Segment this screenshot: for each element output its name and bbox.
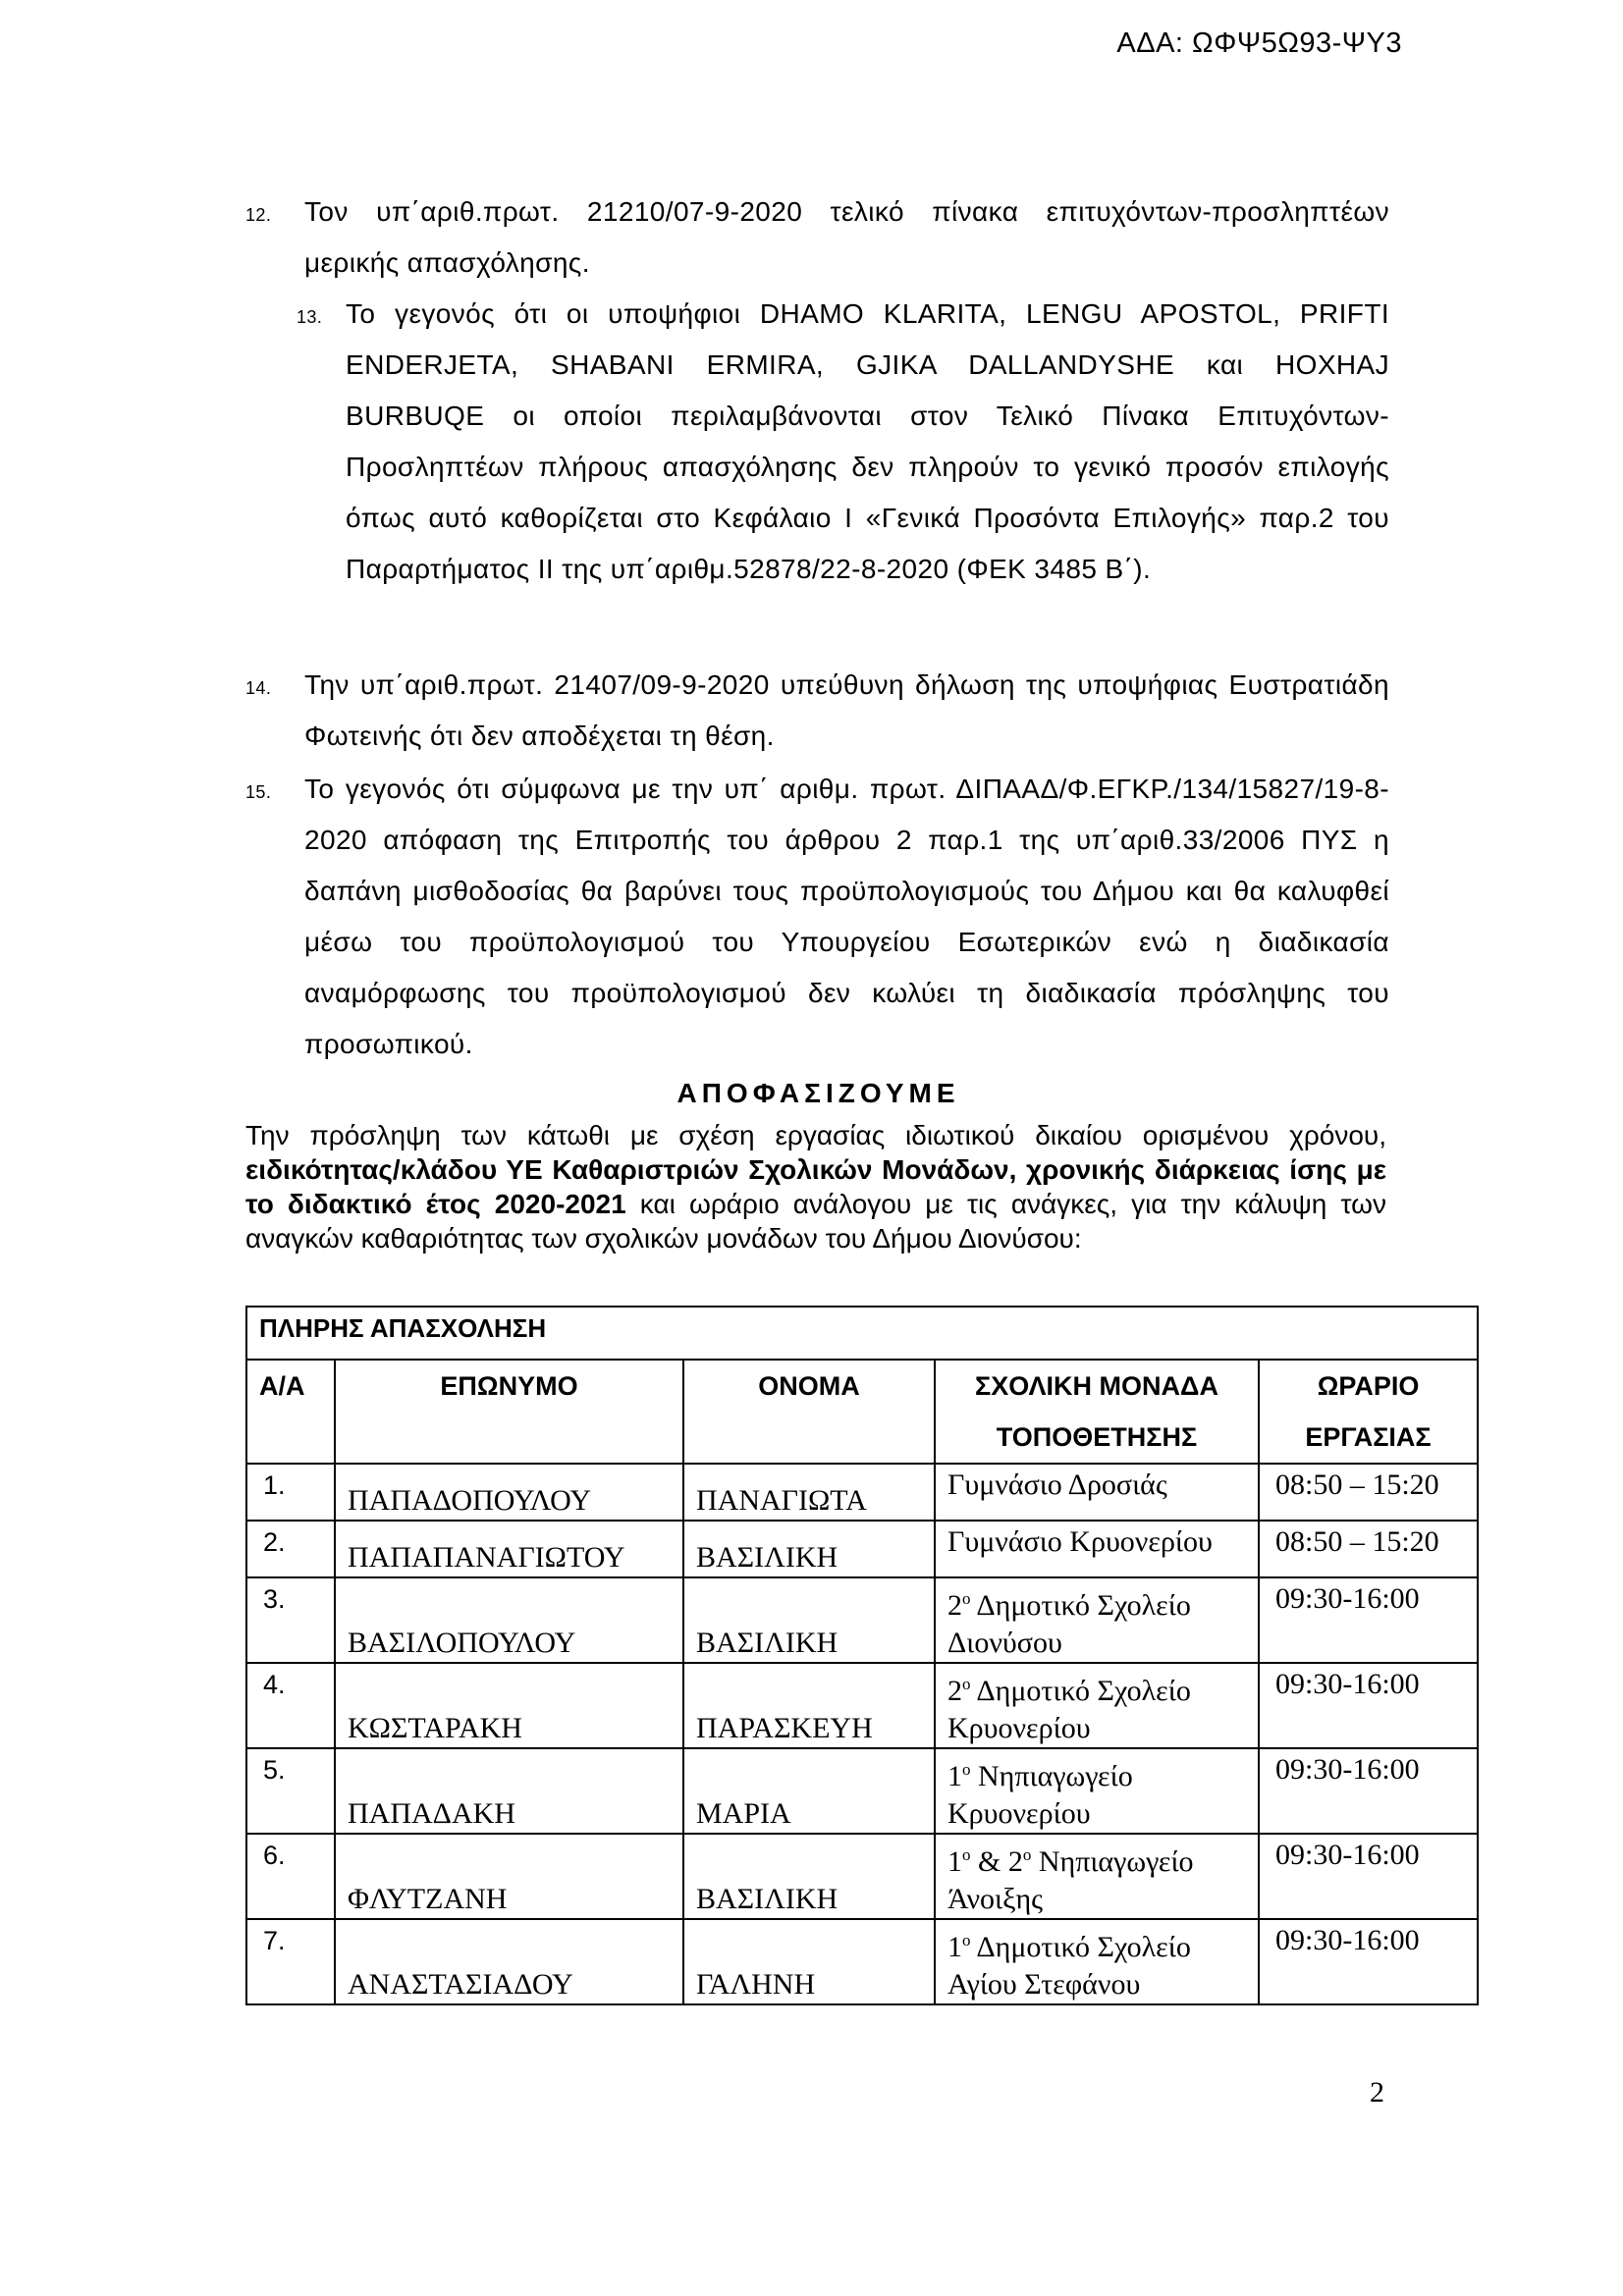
- cell-name: ΒΑΣΙΛΙΚΗ: [683, 1834, 935, 1919]
- cell-hours: 08:50 – 15:20: [1259, 1521, 1478, 1577]
- table-section-title: ΠΛΗΡΗΣ ΑΠΑΣΧΟΛΗΣΗ: [246, 1307, 1478, 1360]
- cell-name: ΠΑΝΑΓΙΩΤΑ: [683, 1464, 935, 1521]
- cell-school: $1^o$ Δημοτικό Σχολείο Αγίου Στεφάνου: [935, 1919, 1259, 2004]
- staff-table: [245, 1306, 1479, 2005]
- cell-aa: 4.: [246, 1663, 335, 1748]
- cell-hours: 09:30-16:00: [1259, 1919, 1478, 2004]
- list-item: [245, 187, 1389, 289]
- table-row: [246, 1748, 1478, 1834]
- item-number: 14.: [245, 678, 272, 698]
- cell-hours: 09:30-16:00: [1259, 1663, 1478, 1748]
- header-hours: ΩΡΑΡΙΟ ΕΡΓΑΣΙΑΣ: [1259, 1360, 1478, 1464]
- table-row: [246, 1919, 1478, 2004]
- cell-aa: 2.: [246, 1521, 335, 1577]
- header-school: ΣΧΟΛΙΚΗ ΜΟΝΑΔΑ ΤΟΠΟΘΕΤΗΣΗΣ: [935, 1360, 1259, 1464]
- decision-paragraph: Την πρόσληψη των κάτωθι με σχέση εργασίας ιδιωτικού δικαίου ορισμένου χρόνου, ειδικότητας/κλάδου ΥΕ Καθαριστριών Σχολικών Μονάδων, χρονικής διάρκειας ίσης με το διδακτικό έτος 2020-2021 και ωράριο ανάλογου με τις ανάγκες, για την κάλυψη των αναγκών καθαριότητας των σχολικών μονάδων του Δήμου Διονύσου:: [245, 1120, 1387, 1254]
- cell-surname: ΒΑΣΙΛΟΠΟΥΛΟΥ: [335, 1577, 683, 1663]
- cell-aa: 7.: [246, 1919, 335, 2004]
- cell-aa: 6.: [246, 1834, 335, 1919]
- cell-hours: 09:30-16:00: [1259, 1748, 1478, 1834]
- item-number: 13.: [297, 307, 323, 327]
- list-item: [297, 289, 1389, 595]
- table-header-row: [246, 1360, 1478, 1464]
- header-name: ΟΝΟΜΑ: [683, 1360, 935, 1464]
- ada-code: ΑΔΑ: ΩΦΨ5Ω93-ΨΥ3: [1116, 27, 1402, 59]
- item-number: 15.: [245, 782, 272, 802]
- cell-surname: ΠΑΠΑΔΑΚΗ: [335, 1748, 683, 1834]
- cell-school: $2^o$ Δημοτικό Σχολείο Διονύσου: [935, 1577, 1259, 1663]
- page-number: 2: [1370, 2076, 1384, 2109]
- cell-surname: ΑΝΑΣΤΑΣΙΑΔΟΥ: [335, 1919, 683, 2004]
- item-text: Την υπ΄αριθ.πρωτ. 21407/09-9-2020 υπεύθυνη δήλωση της υποψήφιας Ευστρατιάδη Φωτεινής ότι δεν αποδέχεται τη θέση.: [304, 669, 1389, 751]
- table-row: [246, 1464, 1478, 1521]
- cell-school: Γυμνάσιο Δροσιάς: [935, 1464, 1259, 1521]
- item-text: Τον υπ΄αριθ.πρωτ. 21210/07-9-2020 τελικό πίνακα επιτυχόντων-προσληπτέων μερικής απασχόλησης.: [304, 196, 1389, 278]
- cell-hours: 08:50 – 15:20: [1259, 1464, 1478, 1521]
- cell-school: $2^o$ Δημοτικό Σχολείο Κρυονερίου: [935, 1663, 1259, 1748]
- header-aa: Α/Α: [246, 1360, 335, 1464]
- item-number: 12.: [245, 205, 272, 225]
- cell-name: ΠΑΡΑΣΚΕΥΗ: [683, 1663, 935, 1748]
- item-text: Το γεγονός ότι οι υποψήφιοι DHAMO KLARITA, LENGU APOSTOL, PRIFTI ENDERJETA, SHABANI ERMIRA, GJIKA DALLANDYSHE και HOXHAJ BURBUQE οι οποίοι περιλαμβάνονται στον Τελικό Πίνακα Επιτυχόντων-Προσληπτέων πλήρους απασχόλησης δεν πληρούν το γενικό προσόν επιλογής όπως αυτό καθορίζεται στο Κεφάλαιο Ι «Γενικά Προσόντα Επιλογής» παρ.2 του Παραρτήματος ΙΙ της υπ΄αριθμ.52878/22-8-2020 (ΦΕΚ 3485 Β΄).: [346, 298, 1389, 584]
- cell-name: ΒΑΣΙΛΙΚΗ: [683, 1521, 935, 1577]
- table-row: [246, 1577, 1478, 1663]
- cell-surname: ΦΛΥΤΖΑΝΗ: [335, 1834, 683, 1919]
- cell-school: Γυμνάσιο Κρυονερίου: [935, 1521, 1259, 1577]
- item-text: Το γεγονός ότι σύμφωνα με την υπ΄ αριθμ. πρωτ. ΔΙΠΑΑΔ/Φ.ΕΓΚΡ./134/15827/19-8-2020 απόφαση της Επιτροπής του άρθρου 2 παρ.1 της υπ΄αριθ.33/2006 ΠΥΣ η δαπάνη μισθοδοσίας θα βαρύνει τους προϋπολογισμούς του Δήμου και θα καλυφθεί μέσω του προϋπολογισμού του Υπουργείου Εσωτερικών ενώ η διαδικασία αναμόρφωσης του προϋπολογισμού δεν κωλύει τη διαδικασία πρόσληψης του προσωπικού.: [304, 774, 1389, 1059]
- table-row: [246, 1663, 1478, 1748]
- cell-aa: 5.: [246, 1748, 335, 1834]
- cell-aa: 3.: [246, 1577, 335, 1663]
- header-surname: ΕΠΩΝΥΜΟ: [335, 1360, 683, 1464]
- cell-name: ΜΑΡΙΑ: [683, 1748, 935, 1834]
- decision-title: ΑΠΟΦΑΣΙΖΟΥΜΕ: [676, 1078, 960, 1108]
- cell-school: $1^o$ & $2^o$ Νηπιαγωγείο Άνοιξης: [935, 1834, 1259, 1919]
- table-row: [246, 1834, 1478, 1919]
- table-row: [246, 1521, 1478, 1577]
- cell-aa: 1.: [246, 1464, 335, 1521]
- cell-surname: ΠΑΠΑΠΑΝΑΓΙΩΤΟΥ: [335, 1521, 683, 1577]
- list-item: [245, 660, 1389, 762]
- table-section-row: [246, 1307, 1478, 1360]
- cell-name: ΒΑΣΙΛΙΚΗ: [683, 1577, 935, 1663]
- cell-name: ΓΑΛΗΝΗ: [683, 1919, 935, 2004]
- decision-bold-text: ειδικότητας/κλάδου ΥΕ Καθαριστριών Σχολικών Μονάδων, χρονικής διάρκειας ίσης με το διδακτικό έτος 2020-2021: [245, 1154, 1386, 1219]
- cell-hours: 09:30-16:00: [1259, 1577, 1478, 1663]
- list-item: [245, 764, 1389, 1070]
- cell-surname: ΚΩΣΤΑΡΑΚΗ: [335, 1663, 683, 1748]
- cell-surname: ΠΑΠΑΔΟΠΟΥΛΟΥ: [335, 1464, 683, 1521]
- cell-hours: 09:30-16:00: [1259, 1834, 1478, 1919]
- cell-school: $1^o$ Νηπιαγωγείο Κρυονερίου: [935, 1748, 1259, 1834]
